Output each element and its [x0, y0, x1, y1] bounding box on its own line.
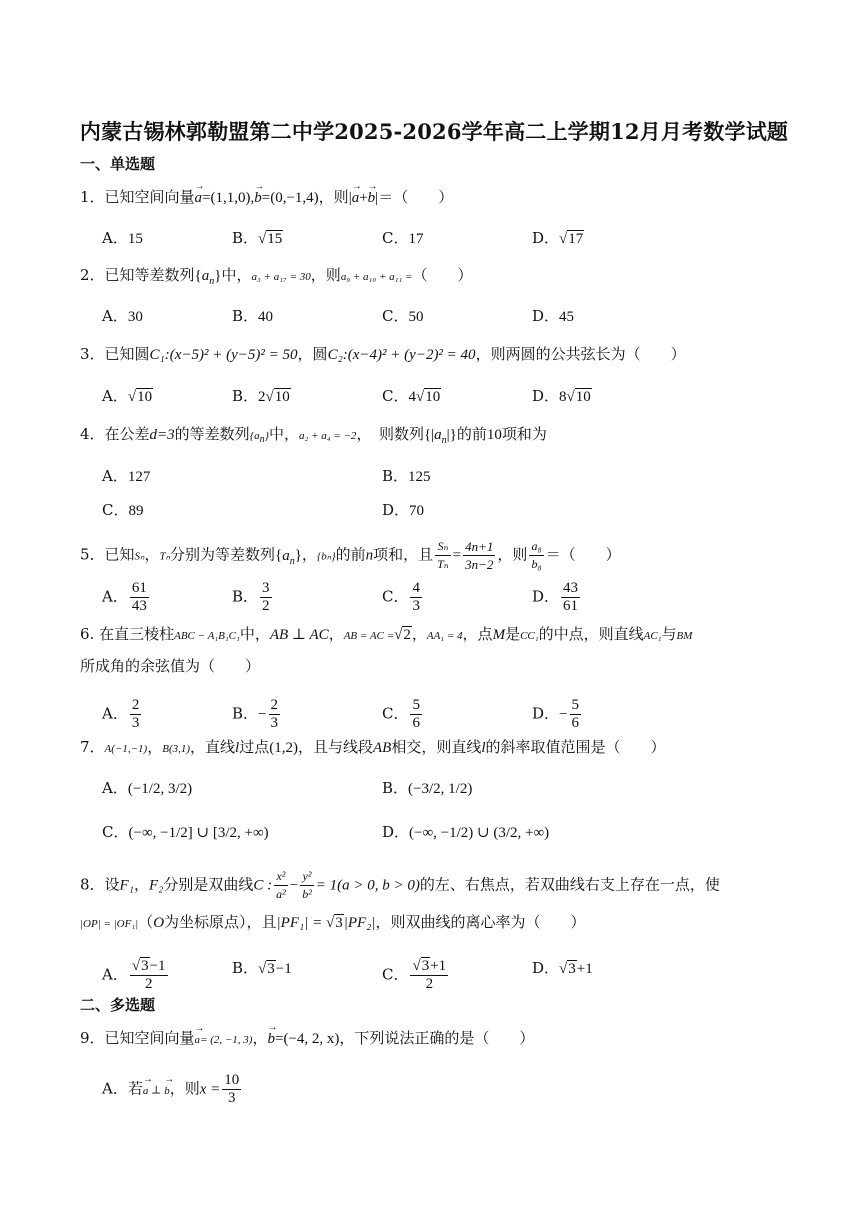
question-9: 9．已知空间向量→ a= (2, −1, 3)，→ b=(−4, 2, x)，下列说法正确的是（ ） — [80, 1028, 534, 1050]
q6-option-b[interactable]: B．− $\frac{2}{3}$ — [232, 697, 278, 731]
question-7: 7．A(−1,−1)，B(3,1)，直线l过点(1,2)，且与线段AB相交，则直线l的斜率取值范围是（ ） — [80, 738, 666, 756]
q3-option-a[interactable]: A．√10 — [102, 387, 153, 405]
q5-option-a[interactable]: A． $\frac{61}{43}$ — [102, 580, 147, 614]
q4-option-d[interactable]: D．70 — [382, 501, 425, 519]
q7-option-a[interactable]: A．(−1/2, 3/2) — [102, 779, 193, 797]
question-5: 5．已知Sₙ，Tₙ分别为等差数列$\{a_n\}$，{bₙ}的前n项和，且 $\frac{\text{Sₙ}}{\text{Tₙ}}$ = $\frac{4n+1}{3n-2}$ ，则 $\frac{\text{a₈}}{\text{b₈}}$ ＝（ ） — [80, 539, 621, 572]
q1-option-d[interactable]: D．√17 — [532, 229, 584, 247]
q5-option-d[interactable]: D． $\frac{43}{61}$ — [532, 580, 579, 614]
q3-option-b[interactable]: B．2√10 — [232, 387, 290, 405]
q2-option-c[interactable]: C．50 — [382, 307, 424, 325]
q1-option-a[interactable]: A．15 — [102, 229, 143, 247]
question-6: 6. 在直三棱柱ABC − A₁B₁C₁中，AB ⊥ AC，AB = AC =√2，AA₁ = 4，点M是CC₁的中点，则直线AC₁与BM — [80, 625, 693, 643]
question-2: 2．已知等差数列$\{a_n\}$中，a₃ + a₁₇ = 30，则a₉ + a₁₀ + a₁₁ =（ ） — [80, 266, 473, 287]
q4-option-a[interactable]: A．127 — [102, 467, 151, 485]
q6-option-a[interactable]: A． $\frac{2}{3}$ — [102, 697, 140, 731]
q4-option-c[interactable]: C．89 — [102, 501, 144, 519]
q9-option-a[interactable]: A．若→ a ⊥ → b，则x = $\frac{10}{3}$ — [102, 1072, 243, 1107]
q8-option-a[interactable]: A． $\frac{√3-1}{2}$ — [102, 958, 166, 992]
q5-option-b[interactable]: B． $\frac{3}{2}$ — [232, 580, 270, 614]
q4-option-b[interactable]: B．125 — [382, 467, 431, 485]
q2-option-a[interactable]: A．30 — [102, 307, 143, 325]
question-3: 3．已知圆C₁:(x−5)² + (y−5)² = 50，圆C₂:(x−4)² + (y−2)² = 40，则两圆的公共弦长为（ ） — [80, 345, 686, 363]
q2-option-d[interactable]: D．45 — [532, 307, 575, 325]
q1-option-c[interactable]: C．17 — [382, 229, 424, 247]
question-6-line-2: 所成角的余弦值为（ ） — [80, 657, 261, 675]
q2-option-b[interactable]: B．40 — [232, 307, 274, 325]
q6-option-c[interactable]: C． $\frac{5}{6}$ — [382, 697, 420, 731]
page-title: 内蒙古锡林郭勒盟第二中学2025-2026学年高二上学期12月月考数学试题 — [79, 119, 789, 144]
q8-option-b[interactable]: B．√3−1 — [232, 959, 292, 977]
q8-option-d[interactable]: D．√3+1 — [532, 959, 593, 977]
q7-option-c[interactable]: C．(−∞, −1/2] ∪ [3/2, +∞) — [102, 823, 269, 841]
q5-option-c[interactable]: C． $\frac{4}{3}$ — [382, 580, 420, 614]
question-1: 1．已知空间向量→ a=(1,1,0),→ b=(0,−1,4)，则|→ a+→ b|＝（ ） — [80, 187, 453, 208]
q3-option-c[interactable]: C．4√10 — [382, 387, 441, 405]
section-multi-choice: 二、多选题 — [80, 996, 156, 1014]
q6-option-d[interactable]: D．− $\frac{5}{6}$ — [532, 697, 579, 731]
q7-option-b[interactable]: B．(−3/2, 1/2) — [382, 779, 473, 797]
question-4: 4．在公差d=3的等差数列$\{a_n\}$中，a₂ + a₄ = −2， 则数列$\{|a_n|\}$的前10项和为 — [80, 425, 547, 446]
question-8-line-2: |OP| = |OF₁|（O为坐标原点），且|PF₁| = √3|PF₂|，则双曲线的离心率为（ ） — [80, 913, 586, 931]
q3-option-d[interactable]: D．8√10 — [532, 387, 591, 405]
q1-option-b[interactable]: B．√15 — [232, 229, 283, 247]
q8-option-c[interactable]: C． $\frac{√3+1}{2}$ — [382, 958, 447, 992]
question-8: 8．设F₁，F₂分别是双曲线C : $\frac{\text{x²}}{\text{a²}}$ − $\frac{\text{y²}}{\text{b²}}$ = 1(a > 0, b > 0)的左、右焦点，若双曲线右支上存在一点，使 — [80, 869, 720, 901]
q7-option-d[interactable]: D．(−∞, −1/2) ∪ (3/2, +∞) — [382, 823, 550, 841]
section-single-choice: 一、单选题 — [80, 155, 156, 173]
